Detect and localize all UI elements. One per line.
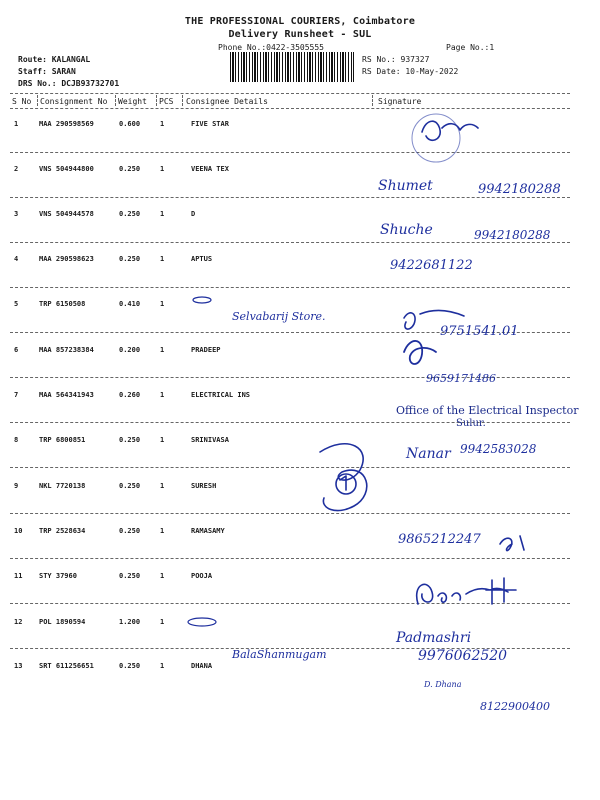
- row-sno: 3: [14, 210, 19, 218]
- row-consignee: PRADEEP: [191, 346, 221, 354]
- row12-consignee-handwritten: BalaShanmugam: [232, 648, 327, 661]
- row-weight: 0.250: [119, 255, 141, 263]
- row-sno: 6: [14, 346, 19, 354]
- row-consignment: STY 37960: [39, 572, 77, 580]
- staff-label: Staff: SARAN: [18, 67, 76, 76]
- row5-stamp-mark: [193, 297, 211, 303]
- row-consignment: TRP 6800851: [39, 436, 86, 444]
- row6-signature-phone: 9659171486: [426, 372, 496, 385]
- row-sno: 11: [14, 572, 23, 580]
- row-weight: 0.250: [119, 527, 141, 535]
- runsheet-title: Delivery Runsheet - SUL: [228, 29, 372, 40]
- row8-signature-name: Nanar: [406, 446, 451, 462]
- row-consignee: SURESH: [191, 482, 217, 490]
- phone-number: Phone No.:0422-3505555: [218, 43, 324, 52]
- row-sno: 4: [14, 255, 19, 263]
- row-consignee: RAMASAMY: [191, 527, 225, 535]
- row3-signature-name: Shuche: [380, 222, 433, 238]
- row-pcs: 1: [160, 436, 165, 444]
- row-sno: 10: [14, 527, 23, 535]
- row-sno: 1: [14, 120, 19, 128]
- row5-signature-phone: 9751541.01: [440, 324, 519, 339]
- row-sno: 2: [14, 165, 19, 173]
- row9-signature-stroke: [340, 476, 346, 490]
- row13-signature-phone: 9976062520: [418, 648, 508, 664]
- col-header-consignment: Consignment No: [40, 97, 108, 106]
- row10-signature-stroke: [500, 536, 524, 551]
- rs-date: RS Date: 10-May-2022: [362, 67, 459, 76]
- row1-stamp-mark: [412, 114, 460, 162]
- row-consignment: MAA 857238384: [39, 346, 94, 354]
- row-pcs: 1: [160, 120, 165, 128]
- row2-signature-name: Shumet: [378, 178, 433, 194]
- row-weight: 0.200: [119, 346, 141, 354]
- row-weight: 0.600: [119, 120, 141, 128]
- col-header-consignee: Consignee Details: [186, 97, 268, 106]
- row-weight: 0.410: [119, 300, 141, 308]
- row-weight: 0.250: [119, 210, 141, 218]
- drs-number: DRS No.: DCJB93732701: [18, 79, 120, 88]
- row-sno: 12: [14, 618, 23, 626]
- row-consignee: DHANA: [191, 662, 213, 670]
- row-weight: 0.250: [119, 165, 141, 173]
- row6-signature-stroke: [404, 341, 436, 364]
- row-consignment: POL 1890594: [39, 618, 86, 626]
- row12-stamp-mark: [188, 618, 216, 626]
- row-pcs: 1: [160, 255, 165, 263]
- row5-consignee-handwritten: Selvabarij Store.: [232, 310, 326, 323]
- row-consignment: VNS 504944800: [39, 165, 94, 173]
- row-consignee: SRINIVASA: [191, 436, 229, 444]
- row-consignee: VEENA TEX: [191, 165, 229, 173]
- row11-signature-stroke: [417, 578, 516, 604]
- row8-signature-phone: 9942583028: [460, 442, 537, 456]
- row-weight: 0.250: [119, 662, 141, 670]
- col-header-weight: Weight: [118, 97, 147, 106]
- row-pcs: 1: [160, 165, 165, 173]
- row-pcs: 1: [160, 210, 165, 218]
- row-consignee: D: [191, 210, 196, 218]
- row13-signature-short-phone: 8122900400: [480, 700, 550, 713]
- row-consignee: FIVE STAR: [191, 120, 229, 128]
- route-label: Route: KALANGAL: [18, 55, 91, 64]
- row7-office-stamp-city: Sulur.: [456, 418, 486, 429]
- row-pcs: 1: [160, 618, 165, 626]
- row-consignee: ELECTRICAL INS: [191, 391, 251, 399]
- row-consignment: MAA 290598569: [39, 120, 94, 128]
- row-weight: 0.250: [119, 572, 141, 580]
- row13-signature-short-name: D. Dhana: [424, 680, 462, 689]
- row-pcs: 1: [160, 300, 165, 308]
- row-pcs: 1: [160, 572, 165, 580]
- row-consignment: VNS 504944578: [39, 210, 94, 218]
- rs-number: RS No.: 937327: [362, 55, 430, 64]
- row-pcs: 1: [160, 662, 165, 670]
- row-pcs: 1: [160, 391, 165, 399]
- row-consignment: NKL 7720138: [39, 482, 86, 490]
- company-heading: THE PROFESSIONAL COURIERS, Coimbatore: [184, 16, 416, 27]
- row4-signature-phone: 9422681122: [390, 258, 473, 273]
- row13-signature-name: Padmashri: [396, 630, 472, 646]
- row-pcs: 1: [160, 346, 165, 354]
- row-weight: 0.250: [119, 436, 141, 444]
- row7-office-stamp: Office of the Electrical Inspector: [396, 404, 579, 417]
- row2-signature-phone: 9942180288: [478, 182, 561, 197]
- row1-signature-stroke: [422, 121, 478, 140]
- col-header-signature: Signature: [378, 97, 422, 106]
- row-sno: 5: [14, 300, 19, 308]
- row-consignee: POOJA: [191, 572, 213, 580]
- row3-signature-phone: 9942180288: [474, 228, 551, 242]
- row-sno: 7: [14, 391, 19, 399]
- col-header-pcs: PCS: [159, 97, 174, 106]
- row-weight: 0.250: [119, 482, 141, 490]
- row-sno: 13: [14, 662, 23, 670]
- row-consignment: TRP 6150508: [39, 300, 86, 308]
- row-consignee: APTUS: [191, 255, 213, 263]
- row-sno: 8: [14, 436, 19, 444]
- row-consignment: SRT 611256651: [39, 662, 94, 670]
- row10-signature-phone: 9865212247: [398, 532, 481, 547]
- row-consignment: TRP 2528634: [39, 527, 86, 535]
- row-weight: 1.200: [119, 618, 141, 626]
- row-consignment: MAA 564341943: [39, 391, 94, 399]
- row-pcs: 1: [160, 527, 165, 535]
- page-number: Page No.:1: [446, 43, 495, 52]
- col-header-sno: S No: [12, 97, 32, 106]
- row-weight: 0.260: [119, 391, 141, 399]
- row-sno: 9: [14, 482, 19, 490]
- row-consignment: MAA 290598623: [39, 255, 94, 263]
- row-pcs: 1: [160, 482, 165, 490]
